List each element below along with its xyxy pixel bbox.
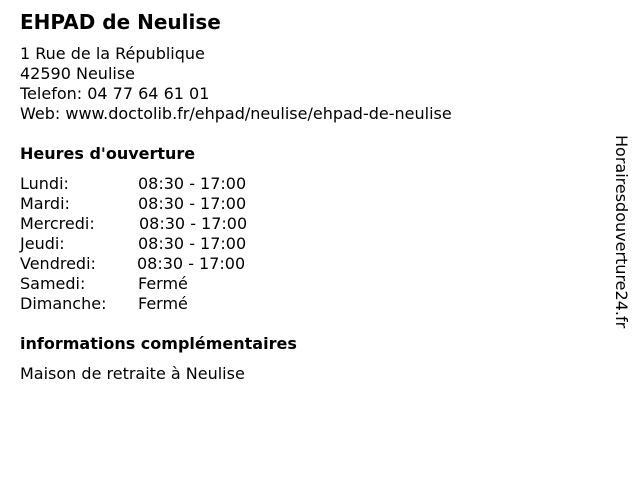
website-link[interactable]: Web: www.doctolib.fr/ehpad/neulise/ehpad-de-neulise xyxy=(20,104,452,123)
hours-day: Vendredi: xyxy=(20,254,96,273)
hours-row-tuesday xyxy=(20,194,320,214)
hours-day: Mercredi: xyxy=(20,214,95,233)
address-block xyxy=(20,44,452,124)
hours-time: 08:30 - 17:00 xyxy=(138,234,247,253)
hours-row-sunday xyxy=(20,294,320,314)
address-street: 1 Rue de la République xyxy=(20,44,205,63)
hours-day: Lundi: xyxy=(20,174,69,193)
hours-day: Samedi: xyxy=(20,274,86,293)
hours-row-wednesday xyxy=(20,214,320,234)
site-watermark: Horairesdouverture24.fr xyxy=(612,135,631,329)
hours-day: Mardi: xyxy=(20,194,70,213)
hours-time: 08:30 - 17:00 xyxy=(137,254,246,273)
business-name: EHPAD de Neulise xyxy=(20,10,221,34)
hours-day: Dimanche: xyxy=(20,294,107,313)
hours-row-monday xyxy=(20,174,320,194)
hours-row-thursday xyxy=(20,234,320,254)
hours-row-friday xyxy=(20,254,320,274)
phone-number: Telefon: 04 77 64 61 01 xyxy=(20,84,210,103)
hours-row-saturday xyxy=(20,274,320,294)
hours-time: Fermé xyxy=(138,294,188,313)
additional-info-heading: informations complémentaires xyxy=(20,334,297,353)
hours-time: 08:30 - 17:00 xyxy=(138,174,247,193)
hours-time: 08:30 - 17:00 xyxy=(138,194,247,213)
hours-time: 08:30 - 17:00 xyxy=(139,214,248,233)
hours-day: Jeudi: xyxy=(20,234,65,253)
opening-hours-table xyxy=(20,174,320,314)
additional-info-text: Maison de retraite à Neulise xyxy=(20,364,245,383)
address-city: 42590 Neulise xyxy=(20,64,136,83)
hours-time: Fermé xyxy=(138,274,188,293)
opening-hours-heading: Heures d'ouverture xyxy=(20,144,196,163)
